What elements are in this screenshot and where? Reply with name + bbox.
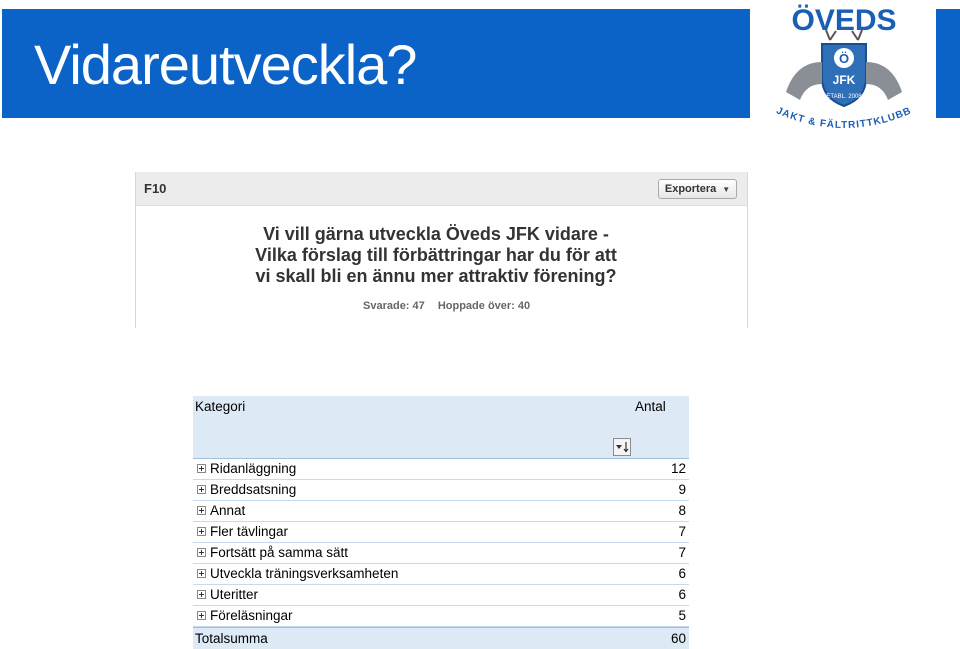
expand-icon[interactable] [197, 611, 206, 620]
question-line: vi skall bli en ännu mer attraktiv förening? [255, 266, 617, 286]
row-label: Uteritter [210, 587, 259, 602]
row-value: 12 [670, 461, 686, 476]
survey-question-panel [135, 172, 748, 328]
table-row[interactable] [193, 564, 689, 585]
table-row[interactable] [193, 480, 689, 501]
answered-count: Svarade: 47 [363, 300, 425, 312]
question-id: F10 [144, 181, 167, 196]
expand-icon[interactable] [197, 590, 206, 599]
header-count: Antal [635, 399, 666, 414]
row-label: Utveckla träningsverksamheten [210, 566, 399, 581]
row-label: Breddsatsning [210, 482, 297, 497]
table-row[interactable] [193, 522, 689, 543]
export-button[interactable] [658, 179, 737, 199]
expand-icon[interactable] [197, 506, 206, 515]
header-category: Kategori [195, 399, 246, 414]
total-label: Totalsumma [195, 631, 268, 646]
row-label: Fler tävlingar [210, 524, 289, 539]
expand-icon[interactable] [197, 464, 206, 473]
total-value: 60 [670, 631, 686, 646]
row-value: 8 [678, 503, 686, 518]
row-value: 6 [678, 566, 686, 581]
club-logo [756, 0, 932, 140]
expand-icon[interactable] [197, 527, 206, 536]
table-row[interactable] [193, 501, 689, 522]
banner-edge [936, 9, 960, 118]
expand-icon[interactable] [197, 548, 206, 557]
row-value: 9 [678, 482, 686, 497]
table-row[interactable] [193, 459, 689, 480]
row-label: Annat [210, 503, 246, 518]
row-label: Ridanläggning [210, 461, 297, 476]
logo-initials: JFK [832, 73, 856, 87]
expand-icon[interactable] [197, 569, 206, 578]
slide-title: Vidareutveckla? [34, 33, 417, 96]
panel-header [136, 172, 747, 206]
svg-text:JAKT & FÄLTRITTKLUBB [775, 105, 914, 131]
row-value: 6 [678, 587, 686, 602]
row-value: 7 [678, 524, 686, 539]
row-label: Föreläsningar [210, 608, 293, 623]
logo-tagline: JAKT & FÄLTRITTKLUBB [774, 105, 914, 132]
svg-text:Ö: Ö [838, 51, 850, 66]
sort-filter-button[interactable] [613, 438, 631, 456]
logo-name: ÖVEDS [791, 4, 897, 37]
question-text [156, 224, 716, 287]
table-row[interactable] [193, 585, 689, 606]
row-value: 7 [678, 545, 686, 560]
row-value: 5 [678, 608, 686, 623]
export-label: Exportera [664, 183, 717, 195]
response-stats [363, 300, 540, 312]
question-line: Vilka förslag till förbättringar har du för att [255, 245, 617, 265]
pivot-header [193, 396, 689, 459]
expand-icon[interactable] [197, 485, 206, 494]
logo-established: ETABL. 2008 [826, 94, 862, 100]
total-row [193, 627, 689, 649]
title-banner [2, 9, 750, 118]
question-line: Vi vill gärna utveckla Öveds JFK vidare - [263, 224, 609, 244]
sort-descending-icon [614, 439, 630, 455]
skipped-count: Hoppade över: 40 [437, 300, 531, 312]
pivot-table [193, 396, 689, 649]
chevron-down-icon: ▼ [722, 184, 731, 194]
row-label: Fortsätt på samma sätt [210, 545, 349, 560]
table-row[interactable] [193, 543, 689, 564]
table-row[interactable] [193, 606, 689, 627]
